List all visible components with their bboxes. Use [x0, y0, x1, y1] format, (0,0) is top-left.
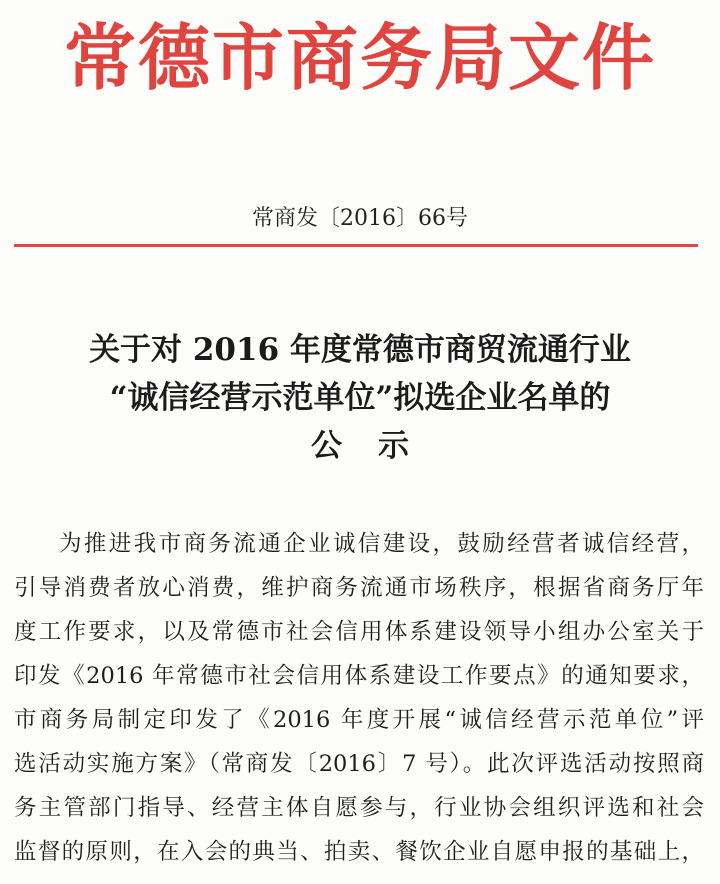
body-line-1: 为推进我市商务流通企业诚信建设，鼓励经营者诚信经营， — [59, 531, 704, 557]
body-line-2: 引导消费者放心消费，维护商务流通市场秩序，根据省商务厅年 — [14, 575, 704, 601]
header-org-title: 常德市商务局文件 — [63, 15, 656, 100]
body-line-5: 市商务局制定印发了《2016 年度开展“诚信经营示范单位”评 — [14, 707, 704, 733]
notice-title-line-2: “诚信经营示范单位”拟选企业名单的 — [109, 380, 611, 416]
notice-title-line-1: 关于对 2016 年度常德市商贸流通行业 — [89, 332, 631, 368]
notice-title-line-3: 公示 — [311, 428, 445, 464]
body-line-4: 印发《2016 年常德市社会信用体系建设工作要点》的通知要求， — [14, 663, 704, 689]
body-line-6: 选活动实施方案》（常商发〔2016〕7 号）。此次评选活动按照商 — [14, 751, 704, 777]
document-number: 常商发〔2016〕66号 — [252, 206, 468, 231]
body-paragraph — [14, 522, 704, 874]
header-red-rule — [14, 244, 698, 247]
body-line-8: 监督的原则，在入会的典当、拍卖、餐饮企业自愿申报的基础上， — [14, 839, 704, 865]
body-line-3: 度工作要求，以及常德市社会信用体系建设领导小组办公室关于 — [14, 619, 704, 645]
body-line-7: 务主管部门指导、经营主体自愿参与，行业协会组织评选和社会 — [14, 795, 704, 821]
